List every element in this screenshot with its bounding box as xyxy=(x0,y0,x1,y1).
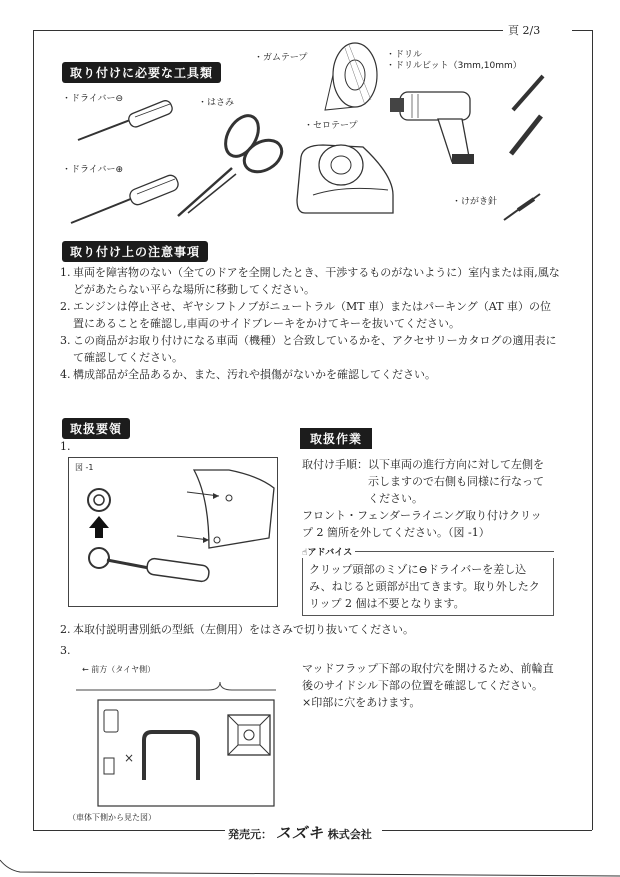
frame-right-line xyxy=(592,30,593,830)
drill-icon xyxy=(390,74,490,169)
tools-header: 取り付けに必要な工具類 xyxy=(62,62,221,83)
frame-left-line xyxy=(33,30,34,830)
label-scriber: ・けがき針 xyxy=(452,197,498,207)
clip-removal-illustration xyxy=(69,458,277,606)
figure-1-label: 図 -1 xyxy=(75,463,94,472)
svg-text:×: × xyxy=(124,751,135,765)
fig3-direction: ← 前方（タイヤ側） xyxy=(82,665,156,674)
label-screwdriver-plus: ・ドライバー⊕ xyxy=(62,165,124,175)
label-screwdriver-minus: ・ドライバー⊖ xyxy=(62,94,124,104)
cautions-list xyxy=(60,264,560,383)
label-cello-tape: ・セロテープ xyxy=(304,121,358,131)
work-header: 取扱作業 xyxy=(300,428,372,449)
brand-logo: スズキ xyxy=(275,824,324,842)
label-gum-tape: ・ガムテープ xyxy=(254,53,308,63)
step2: 2. 本取付説明書別紙の型紙（左側用）をはさみで切り抜いてください。 xyxy=(60,623,414,636)
sill-bottom-illustration xyxy=(68,660,278,808)
cello-tape-dispenser-icon xyxy=(293,135,403,220)
step1-instructions xyxy=(302,456,552,541)
procedure-text: フロント・フェンダーライニング取り付けクリップ 2 箇所を外してください。（図 -1） xyxy=(302,509,542,539)
handling-header: 取扱要領 xyxy=(62,418,130,439)
label-drill-bit: ・ドリルビット（3mm,10mm） xyxy=(386,61,522,71)
scriber-icon xyxy=(500,190,545,225)
drill-bit-icon xyxy=(505,72,550,157)
figure-1 xyxy=(68,457,278,607)
screwdriver-plus-icon xyxy=(65,168,185,228)
step3-number: 3. xyxy=(60,644,71,657)
page-number: 頁 2/3 xyxy=(508,24,541,37)
advice-text: クリップ頭部のミゾに⊖ドライバーを差し込み、ねじると頭部が出てきます。取り外したクリップ 2 個は不要となります。 xyxy=(302,558,554,616)
list-item: 2. エンジンは停止させ、ギヤシフトノブがニュートラル（MT 車）またはパーキング（AT 車）の位置にあることを確認し,車両のサイドブレーキをかけてキーを抜いてください。 xyxy=(60,300,551,330)
fig3-caption: （車体下側から見た図） xyxy=(68,813,156,822)
list-item: 1. 車両を障害物のない（全てのドアを全開したとき、干渉するものがないように）室内または雨,風などがあたらない平らな場所に移動してください。 xyxy=(60,266,560,296)
frame-top-line xyxy=(33,30,503,31)
procedure-lead: 取付け手順： 以下車両の進行方向に対して左側を示しますので右側も同様に行なってください。 xyxy=(302,458,544,505)
step3-instructions xyxy=(302,660,554,711)
frame-bottom-line-left xyxy=(33,830,225,831)
footer-seller xyxy=(228,822,372,843)
frame-top-line-right xyxy=(572,30,592,31)
gum-tape-icon xyxy=(315,40,380,115)
scissors-icon xyxy=(170,108,285,223)
advice-box xyxy=(302,545,554,616)
seller-label: 発売元： xyxy=(228,828,272,841)
list-item: 3. この商品がお取り付けになる車両（機種）と合致しているかを、アクセサリーカタログの適用表にて確認してください。 xyxy=(60,334,557,364)
page-edge-curve xyxy=(0,850,620,877)
company-suffix: 株式会社 xyxy=(327,828,372,841)
frame-bottom-line-right xyxy=(382,830,592,831)
label-drill: ・ドリル xyxy=(386,50,423,60)
figure-3 xyxy=(68,660,278,808)
screwdriver-minus-icon xyxy=(70,95,180,145)
step3-text: マッドフラップ下部の取付穴を開けるため、前輪直後のサイドシル下部の位置を確認してください。 xyxy=(302,662,554,692)
advice-label: ☝アドバイス xyxy=(302,548,353,558)
step3-note: ×印部に穴をあけます。 xyxy=(302,696,421,709)
step1-number: 1. xyxy=(60,440,71,453)
label-scissors: ・はさみ xyxy=(198,98,235,108)
list-item: 4. 構成部品が全品あるか、また、汚れや損傷がないかを確認してください。 xyxy=(60,368,436,381)
cautions-header: 取り付け上の注意事項 xyxy=(62,241,208,262)
